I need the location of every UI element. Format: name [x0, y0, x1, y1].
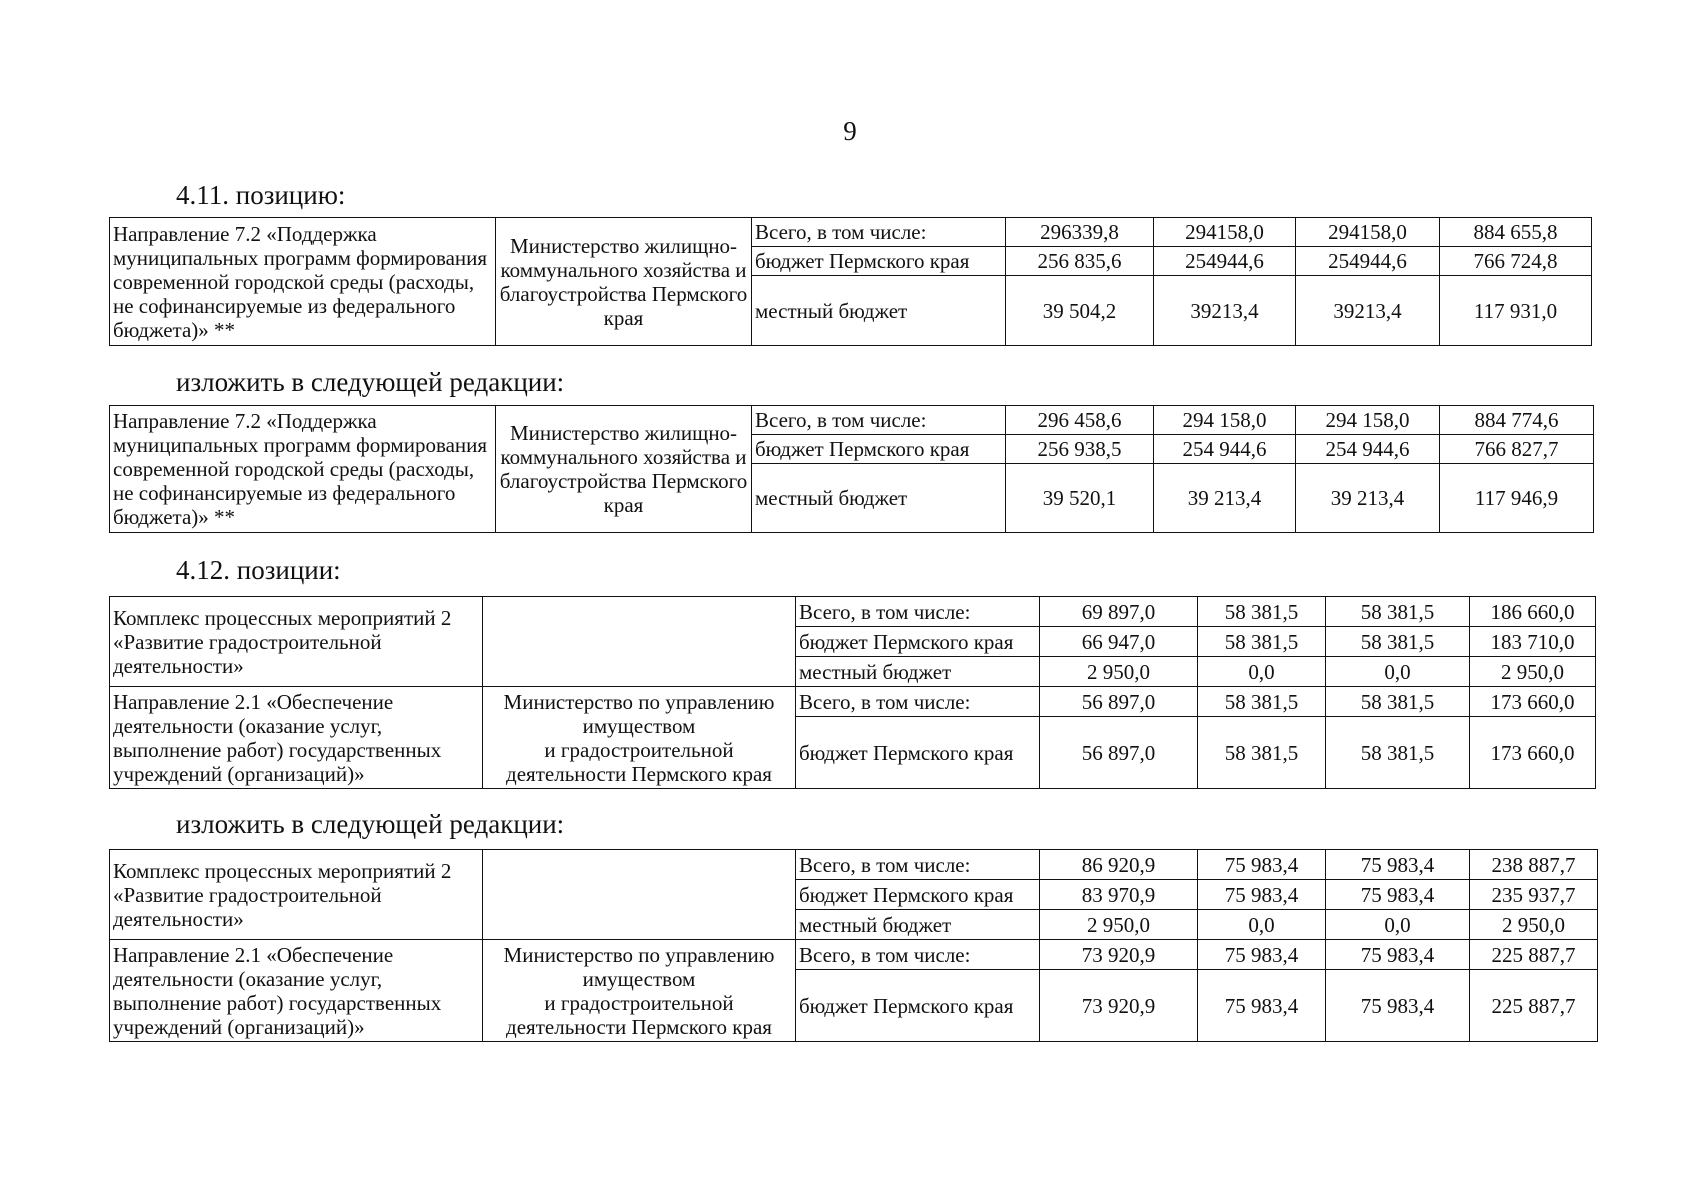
amount-year-1: 56 897,0: [1040, 717, 1198, 789]
responsible-org: Министерство жилищно-коммунального хозяйства и благоустройства Пермского края: [496, 218, 752, 346]
amount-year-2: 75 983,4: [1198, 850, 1326, 880]
amount-total: 173 660,0: [1470, 717, 1596, 789]
funding-source: местный бюджет: [752, 276, 1006, 346]
amount-year-1: 56 897,0: [1040, 687, 1198, 717]
amount-year-2: 294158,0: [1154, 218, 1296, 247]
amount-year-2: 39 213,4: [1154, 464, 1296, 533]
funding-source: бюджет Пермского края: [796, 970, 1040, 1042]
amount-year-1: 39 504,2: [1006, 276, 1154, 346]
program-name: Направление 7.2 «Поддержка муниципальных программ формирования современной городской среды (расходы, не софинансируемые из федерального бюджета)» **: [110, 218, 496, 346]
amount-total: 238 887,7: [1470, 850, 1598, 880]
program-name: Направление 2.1 «Обеспечение деятельности (оказание услуг, выполнение работ) государственных учреждений (организаций)»: [110, 687, 483, 789]
amount-total: 884 655,8: [1440, 218, 1592, 247]
amount-total: 173 660,0: [1470, 687, 1596, 717]
amount-year-1: 256 835,6: [1006, 247, 1154, 276]
section-heading: изложить в следующей редакции:: [176, 809, 565, 839]
amount-year-3: 58 381,5: [1326, 687, 1470, 717]
program-name: Направление 2.1 «Обеспечение деятельности (оказание услуг, выполнение работ) государственных учреждений (организаций)»: [110, 940, 483, 1042]
amount-total: 766 827,7: [1440, 435, 1594, 464]
program-name: Комплекс процессных мероприятий 2 «Развитие градостроительной деятельности»: [110, 850, 483, 940]
amount-year-3: 58 381,5: [1326, 717, 1470, 789]
amount-year-3: 0,0: [1326, 910, 1470, 940]
amount-year-1: 39 520,1: [1006, 464, 1154, 533]
amount-year-1: 296339,8: [1006, 218, 1154, 247]
section-heading: 4.11. позицию:: [176, 180, 346, 210]
funding-source: Всего, в том числе:: [796, 850, 1040, 880]
amount-year-1: 2 950,0: [1040, 910, 1198, 940]
amount-year-3: 254 944,6: [1296, 435, 1440, 464]
amount-total: 186 660,0: [1470, 597, 1596, 627]
budget-table: [109, 405, 1594, 533]
budget-table: [109, 596, 1596, 789]
amount-year-2: 254 944,6: [1154, 435, 1296, 464]
amount-year-1: 66 947,0: [1040, 627, 1198, 657]
amount-total: 225 887,7: [1470, 940, 1598, 970]
responsible-org: Министерство по управлению имуществом и градостроительной деятельности Пермского края: [483, 687, 796, 789]
amount-total: 183 710,0: [1470, 627, 1596, 657]
responsible-org: Министерство жилищно-коммунального хозяйства и благоустройства Пермского края: [496, 406, 752, 533]
section-heading: 4.12. позиции:: [176, 555, 341, 585]
amount-year-3: 0,0: [1326, 657, 1470, 687]
amount-year-1: 86 920,9: [1040, 850, 1198, 880]
page-number: 9: [843, 116, 857, 146]
amount-year-2: 0,0: [1198, 657, 1326, 687]
program-name: Направление 7.2 «Поддержка муниципальных программ формирования современной городской среды (расходы, не софинансируемые из федерального бюджета)» **: [110, 406, 496, 533]
amount-year-3: 75 983,4: [1326, 850, 1470, 880]
funding-source: Всего, в том числе:: [796, 597, 1040, 627]
amount-total: 117 946,9: [1440, 464, 1594, 533]
amount-year-3: 75 983,4: [1326, 940, 1470, 970]
amount-year-2: 75 983,4: [1198, 880, 1326, 910]
amount-year-3: 58 381,5: [1326, 597, 1470, 627]
funding-source: бюджет Пермского края: [796, 880, 1040, 910]
program-name: Комплекс процессных мероприятий 2 «Развитие градостроительной деятельности»: [110, 597, 483, 687]
budget-table: [109, 849, 1598, 1042]
amount-year-2: 58 381,5: [1198, 687, 1326, 717]
amount-year-1: 83 970,9: [1040, 880, 1198, 910]
amount-total: 225 887,7: [1470, 970, 1598, 1042]
amount-total: 117 931,0: [1440, 276, 1592, 346]
amount-year-3: 39213,4: [1296, 276, 1440, 346]
amount-year-1: 296 458,6: [1006, 406, 1154, 435]
funding-source: Всего, в том числе:: [796, 940, 1040, 970]
funding-source: бюджет Пермского края: [752, 247, 1006, 276]
funding-source: Всего, в том числе:: [796, 687, 1040, 717]
responsible-org: [483, 850, 796, 940]
funding-source: бюджет Пермского края: [796, 627, 1040, 657]
amount-year-3: 75 983,4: [1326, 880, 1470, 910]
amount-year-3: 294 158,0: [1296, 406, 1440, 435]
amount-year-2: 75 983,4: [1198, 970, 1326, 1042]
funding-source: Всего, в том числе:: [752, 406, 1006, 435]
amount-year-2: 254944,6: [1154, 247, 1296, 276]
funding-source: местный бюджет: [796, 910, 1040, 940]
amount-year-2: 75 983,4: [1198, 940, 1326, 970]
amount-total: 766 724,8: [1440, 247, 1592, 276]
budget-table: [109, 217, 1592, 346]
amount-year-2: 58 381,5: [1198, 597, 1326, 627]
amount-total: 235 937,7: [1470, 880, 1598, 910]
amount-year-2: 0,0: [1198, 910, 1326, 940]
amount-year-2: 39213,4: [1154, 276, 1296, 346]
funding-source: местный бюджет: [796, 657, 1040, 687]
amount-year-3: 39 213,4: [1296, 464, 1440, 533]
amount-year-1: 2 950,0: [1040, 657, 1198, 687]
funding-source: Всего, в том числе:: [752, 218, 1006, 247]
amount-year-1: 256 938,5: [1006, 435, 1154, 464]
amount-year-2: 58 381,5: [1198, 717, 1326, 789]
amount-year-2: 58 381,5: [1198, 627, 1326, 657]
section-heading: изложить в следующей редакции:: [176, 367, 565, 397]
amount-total: 2 950,0: [1470, 910, 1598, 940]
amount-year-3: 75 983,4: [1326, 970, 1470, 1042]
amount-total: 884 774,6: [1440, 406, 1594, 435]
responsible-org: [483, 597, 796, 687]
amount-year-3: 294158,0: [1296, 218, 1440, 247]
amount-year-3: 254944,6: [1296, 247, 1440, 276]
funding-source: местный бюджет: [752, 464, 1006, 533]
amount-year-3: 58 381,5: [1326, 627, 1470, 657]
responsible-org: Министерство по управлению имуществом и градостроительной деятельности Пермского края: [483, 940, 796, 1042]
funding-source: бюджет Пермского края: [752, 435, 1006, 464]
amount-total: 2 950,0: [1470, 657, 1596, 687]
amount-year-1: 73 920,9: [1040, 970, 1198, 1042]
funding-source: бюджет Пермского края: [796, 717, 1040, 789]
amount-year-1: 69 897,0: [1040, 597, 1198, 627]
amount-year-2: 294 158,0: [1154, 406, 1296, 435]
amount-year-1: 73 920,9: [1040, 940, 1198, 970]
